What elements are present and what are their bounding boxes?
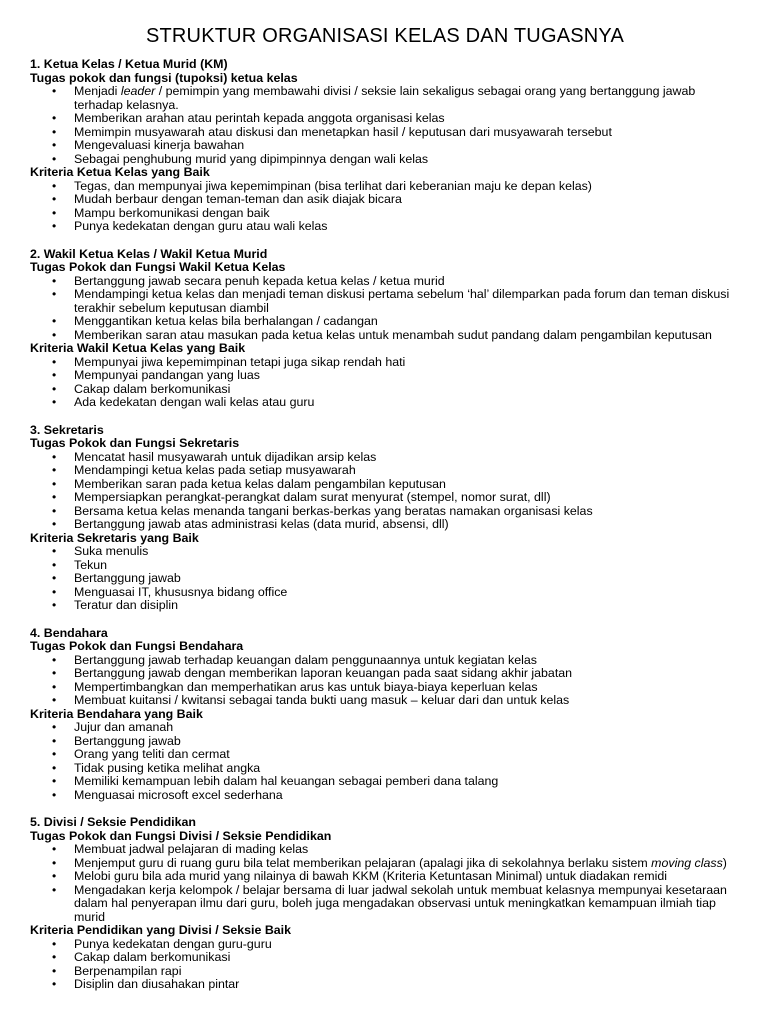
list-item (74, 315, 740, 329)
item-text: Teratur dan disiplin (74, 598, 179, 612)
list-item (74, 870, 740, 884)
item-text: Mendampingi ketua kelas pada setiap musyawarah (74, 463, 356, 477)
item-text: Melobi guru bila ada murid yang nilainya di bawah KKM (Kriteria Ketuntasan Minimal) untuk diadakan remidi (74, 869, 667, 883)
list-item (74, 748, 740, 762)
list-item (74, 220, 740, 234)
list-item (74, 478, 740, 492)
item-text: Tegas, dan mempunyai jiwa kepemimpinan (bisa terlihat dari keberanian maju ke depan kelas) (74, 178, 592, 193)
duties-list (30, 451, 740, 532)
list-item (74, 694, 740, 708)
criteria-list (30, 545, 740, 613)
list-item (74, 153, 740, 167)
item-text: Bertanggung jawab terhadap keuangan dalam penggunaannya untuk kegiatan kelas (74, 652, 537, 667)
list-item (74, 396, 740, 410)
item-emphasis: leader (120, 84, 156, 98)
document-title: STRUKTUR ORGANISASI KELAS DAN TUGASNYA (145, 25, 625, 47)
criteria-list (30, 938, 740, 992)
section-heading: 1. Ketua Kelas / Ketua Murid (KM) (30, 57, 228, 71)
list-item (74, 735, 740, 749)
list-item (74, 193, 740, 207)
list-item (74, 681, 740, 695)
list-item (74, 884, 740, 925)
list-item (74, 789, 740, 803)
criteria-list (30, 356, 740, 410)
item-text: Punya kedekatan dengan guru atau wali kelas (74, 219, 328, 233)
list-item (74, 451, 740, 465)
item-text: Mencatat hasil musyawarah untuk dijadikan arsip kelas (74, 449, 377, 464)
section-heading: 5. Divisi / Seksie Pendidikan (30, 815, 196, 829)
criteria-list (30, 180, 740, 234)
item-text: Berpenampilan rapi (74, 963, 182, 978)
list-item (74, 383, 740, 397)
item-text: Bertanggung jawab dengan memberikan laporan keuangan pada saat sidang akhir jabatan (74, 666, 573, 680)
item-text: Mempunyai jiwa kepemimpinan tetapi juga sikap rendah hati (74, 354, 406, 369)
section-5 (30, 816, 740, 992)
item-text: Mempertimbangkan dan memperhatikan arus kas untuk biaya-biaya keperluan kelas (74, 679, 538, 694)
list-item (74, 139, 740, 153)
duties-title: Tugas Pokok dan Fungsi Bendahara (30, 639, 244, 653)
item-text: Tekun (74, 557, 108, 572)
list-item (74, 545, 740, 559)
list-item (74, 491, 740, 505)
item-text: Disiplin dan diusahakan pintar (74, 977, 240, 991)
item-emphasis: moving class (651, 855, 723, 870)
list-item (74, 667, 740, 681)
duties-title: Tugas Pokok dan Fungsi Divisi / Seksie Pendidikan (30, 828, 332, 843)
list-item (74, 762, 740, 776)
item-text: Bersama ketua kelas menanda tangani berkas-berkas yang beratas namakan organisasi kelas (74, 503, 593, 518)
duties-title: Tugas Pokok dan Fungsi Wakil Ketua Kelas (30, 260, 286, 274)
list-item (74, 329, 740, 343)
duties-list (30, 85, 740, 166)
item-text: Menggantikan ketua kelas bila berhalangan / cadangan (74, 314, 378, 328)
item-text: Jujur dan amanah (74, 720, 174, 734)
item-text: Mempunyai pandangan yang luas (74, 368, 260, 382)
item-text: Bertanggung jawab secara penuh kepada ketua kelas / ketua murid (74, 273, 445, 288)
list-item (74, 721, 740, 735)
list-item (74, 951, 740, 965)
list-item (74, 126, 740, 140)
sections-container (30, 58, 740, 992)
list-item (74, 464, 740, 478)
list-item (74, 112, 740, 126)
item-text: Memiliki kemampuan lebih dalam hal keuangan sebagai pemberi dana talang (74, 774, 499, 788)
item-text: Mampu berkomunikasi dengan baik (74, 205, 270, 220)
list-item (74, 505, 740, 519)
item-text: Orang yang teliti dan cermat (74, 747, 230, 761)
item-text: Ada kedekatan dengan wali kelas atau guru (74, 395, 315, 409)
list-item (74, 180, 740, 194)
duties-title: Tugas pokok dan fungsi (tupoksi) ketua kelas (30, 70, 298, 85)
criteria-title: Kriteria Ketua Kelas yang Baik (30, 165, 210, 179)
item-text: Bertanggung jawab atas administrasi kelas (data murid, absensi, dll) (74, 517, 449, 531)
list-item (74, 775, 740, 789)
item-text: Bertanggung jawab (74, 571, 181, 585)
item-text-after: ) (722, 855, 727, 870)
item-text: Memberikan saran atau masukan pada ketua kelas untuk menambah sudut pandang dalam pengambilan keputusan (74, 327, 712, 342)
list-item (74, 518, 740, 532)
section-heading: 3. Sekretaris (30, 422, 104, 437)
list-item (74, 978, 740, 992)
list-item (74, 559, 740, 573)
item-text: Menguasai IT, khususnya bidang office (74, 584, 288, 599)
criteria-title: Kriteria Wakil Ketua Kelas yang Baik (30, 341, 246, 355)
item-text: Cakap dalam berkomunikasi (74, 381, 231, 396)
item-text: Mendampingi ketua kelas dan menjadi teman diskusi pertama sebelum ‘hal’ dilemparkan pada forum dan teman diskusi terakhir sebelum keputusan diambil (74, 287, 730, 315)
list-item (74, 843, 740, 857)
item-text: Cakap dalam berkomunikasi (74, 950, 231, 964)
item-text: Memberikan arahan atau perintah kepada anggota organisasi kelas (74, 111, 445, 125)
section-heading: 2. Wakil Ketua Kelas / Wakil Ketua Murid (30, 246, 268, 261)
list-item (74, 369, 740, 383)
item-text: Bertanggung jawab (74, 733, 181, 748)
item-text: Membuat kuitansi / kwitansi sebagai tanda bukti uang masuk – keluar dari dan untuk kelas (74, 693, 570, 707)
duties-title: Tugas Pokok dan Fungsi Sekretaris (30, 436, 240, 450)
list-item (74, 599, 740, 613)
list-item (74, 938, 740, 952)
list-item (74, 654, 740, 668)
duties-list (30, 275, 740, 343)
criteria-list (30, 721, 740, 802)
duties-list (30, 654, 740, 708)
item-text: Menguasai microsoft excel sederhana (74, 787, 283, 802)
item-text: Suka menulis (74, 544, 149, 558)
item-text: Mudah berbaur dengan teman-teman dan asik diajak bicara (74, 192, 402, 206)
item-text-after: / pemimpin yang membawahi divisi / seksie lain sekaligus sebagai orang yang bertanggung jawab terhadap kelasnya. (74, 84, 696, 112)
criteria-title: Kriteria Pendidikan yang Divisi / Seksie Baik (30, 923, 292, 937)
criteria-title: Kriteria Bendahara yang Baik (30, 706, 203, 721)
item-text: Membuat jadwal pelajaran di mading kelas (74, 842, 309, 856)
list-item (74, 857, 740, 871)
list-item (74, 965, 740, 979)
item-text: Tidak pusing ketika melihat angka (74, 760, 261, 775)
item-text: Menjadi (74, 84, 121, 98)
list-item (74, 275, 740, 289)
item-text: Sebagai penghubung murid yang dipimpinnya dengan wali kelas (74, 151, 429, 166)
list-item (74, 85, 740, 112)
item-text: Menjemput guru di ruang guru bila telat memberikan pelajaran (apalagi jika di sekolahnya berlaku sistem (74, 855, 652, 870)
item-text: Memberikan saran pada ketua kelas dalam pengambilan keputusan (74, 476, 446, 491)
item-text: Punya kedekatan dengan guru-guru (74, 936, 272, 951)
list-item (74, 356, 740, 370)
section-2 (30, 248, 740, 410)
item-text: Memimpin musyawarah atau diskusi dan menetapkan hasil / keputusan dari musyawarah tersebut (74, 124, 612, 139)
criteria-title: Kriteria Sekretaris yang Baik (30, 530, 199, 545)
section-heading: 4. Bendahara (30, 625, 108, 640)
item-text: Mengadakan kerja kelompok / belajar bersama di luar jadwal sekolah untuk membuat kelasnya mempunyai kesetaraan dalam hal penyerapan ilmu dari guru, boleh juga mengadakan observasi untuk meningkatkan kemampuan ilmiah tiap murid (74, 882, 727, 924)
item-text: Mempersiapkan perangkat-perangkat dalam surat menyurat (stempel, nomor surat, dll) (74, 490, 551, 504)
list-item (74, 207, 740, 221)
list-item (74, 586, 740, 600)
section-1 (30, 58, 740, 234)
list-item (74, 572, 740, 586)
section-3 (30, 424, 740, 613)
section-4 (30, 627, 740, 803)
list-item (74, 288, 740, 315)
item-text: Mengevaluasi kinerja bawahan (74, 138, 245, 152)
duties-list (30, 843, 740, 924)
